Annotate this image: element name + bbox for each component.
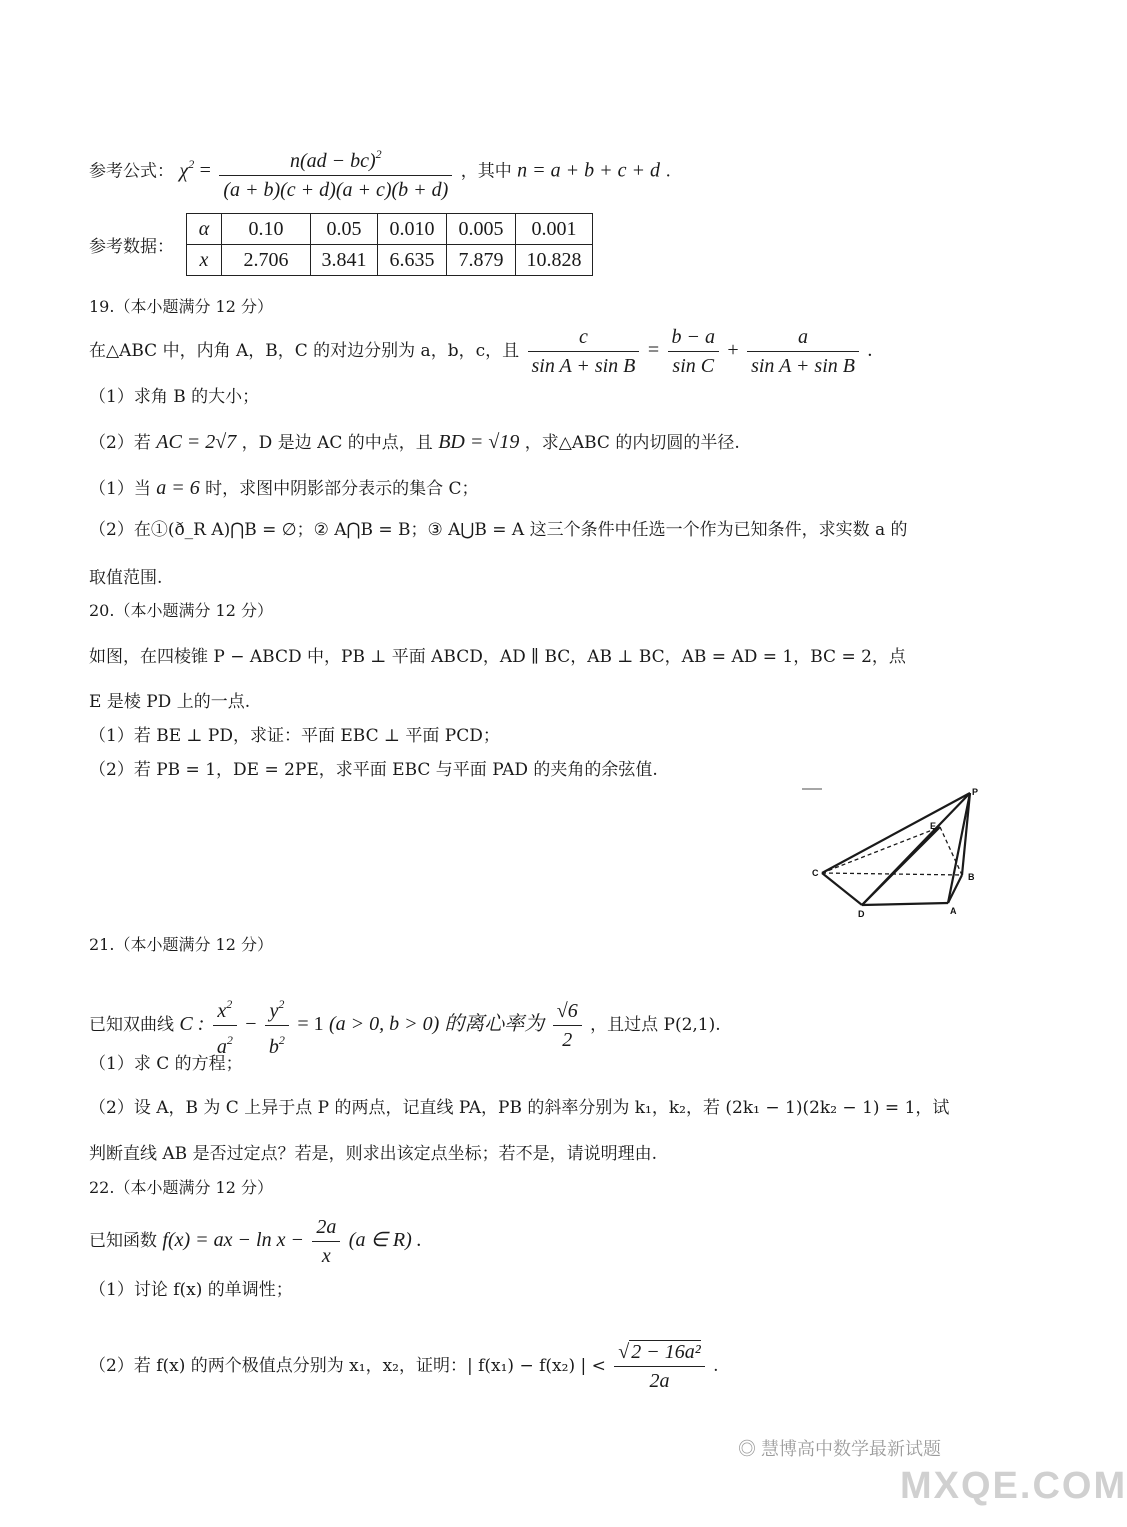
watermark-site: MXQE.COM [900,1465,1127,1507]
extra-part2-cont: 取值范围. [89,568,163,588]
ref-data-table [186,213,593,276]
wechat-icon: ◎ [738,1439,762,1459]
q19-part2: （2）若 AC = 2√7 ，D 是边 AC 的中点，且 BD = √19 ，求△ABC 的内切圆的半径. [89,431,740,453]
ref-data-label: 参考数据： [89,237,174,257]
table-row: x 2.706 3.841 6.635 7.879 10.828 [187,245,593,276]
chi-square-fraction: $\frac{n(ad - bc)^2}{(a + b)(c + d)(a + c)(b + d)}$ [219,140,452,204]
q21-part1: （1）求 C 的方程； [89,1054,243,1074]
q19-stem: 在△ABC 中，内角 A，B，C 的对边分别为 a，b，c，且 $\frac{c}{\text{sin A + sin B}}$ = $\frac{b - a}{\text{sin C}}$ + $\frac{a}{\text{sin A + sin B}}$ . [89,323,872,380]
q22-part2: （2）若 f(x) 的两个极值点分别为 x₁，x₂，证明：| f(x₁) − f(x₂) | < $\frac{\text{√ 2 − 16a²}}{2a}$ . [89,1338,719,1395]
q21-stem: 已知双曲线 C : $\frac{x^2}{a^2}$ − $\frac{y^2}{b^2}$ = 1 (a > 0, b > 0) 的离心率为 $\frac{√6}{2}$ ，且过点 P(2,1). [89,990,721,1061]
fig-label-e: E [930,821,937,831]
q21-part2-cont: 判断直线 AB 是否过定点？若是，则求出该定点坐标；若不是，请说明理由. [89,1144,657,1164]
q21-header: 21.（本小题满分 12 分） [89,935,273,954]
q20-part2: （2）若 PB = 1，DE = 2PE，求平面 EBC 与平面 PAD 的夹角的余弦值. [89,760,658,780]
q22-header: 22.（本小题满分 12 分） [89,1178,273,1197]
q19-part1: （1）求角 B 的大小； [89,387,260,407]
pyramid-figure [800,785,995,925]
fig-label-p: P [972,787,979,797]
extra-part1: （1）当 a = 6 时，求图中阴影部分表示的集合 C； [89,477,479,499]
q20-stem: 如图，在四棱锥 P − ABCD 中，PB ⊥ 平面 ABCD，AD ∥ BC，AB ⊥ BC，AB = AD = 1，BC = 2，点 [89,647,906,667]
fig-label-d: D [858,909,865,919]
formula-line: 参考公式： $\chi^2$ = $\frac{n(ad - bc)^2}{(a + b)(c + d)(a + c)(b + d)}$ ，其中 n = a + b + c + d . [89,140,671,204]
watermark-text: ◎ 慧博高中数学最新试题 [738,1439,942,1459]
q21-part2: （2）设 A，B 为 C 上异于点 P 的两点，记直线 PA，PB 的斜率分别为 k₁，k₂，若 (2k₁ − 1)(2k₂ − 1) = 1，试 [89,1098,950,1118]
q22-stem: 已知函数 f(x) = ax − ln x − $\frac{2a}{x}$ (a ∈ R) . [89,1213,422,1270]
chi-symbol: $\chi^2$ [179,156,195,182]
q20-part1: （1）若 BE ⊥ PD，求证：平面 EBC ⊥ 平面 PCD； [89,726,500,746]
fig-label-c: C [812,868,819,878]
fig-label-b: B [968,872,975,882]
fig-label-a: A [950,906,957,916]
table-row: α 0.10 0.05 0.010 0.005 0.001 [187,214,593,245]
formula-label: 参考公式： [89,161,174,182]
extra-part2: （2）在①(ð_R A)⋂B = ∅；② A⋂B = B；③ A⋃B = A 这三个条件中任选一个作为已知条件，求实数 a 的 [89,520,908,540]
q20-header: 20.（本小题满分 12 分） [89,601,273,620]
q22-part1: （1）讨论 f(x) 的单调性； [89,1280,293,1300]
q19-header: 19.（本小题满分 12 分） [89,297,273,316]
q20-stem-cont: E 是棱 PD 上的一点. [89,692,251,712]
